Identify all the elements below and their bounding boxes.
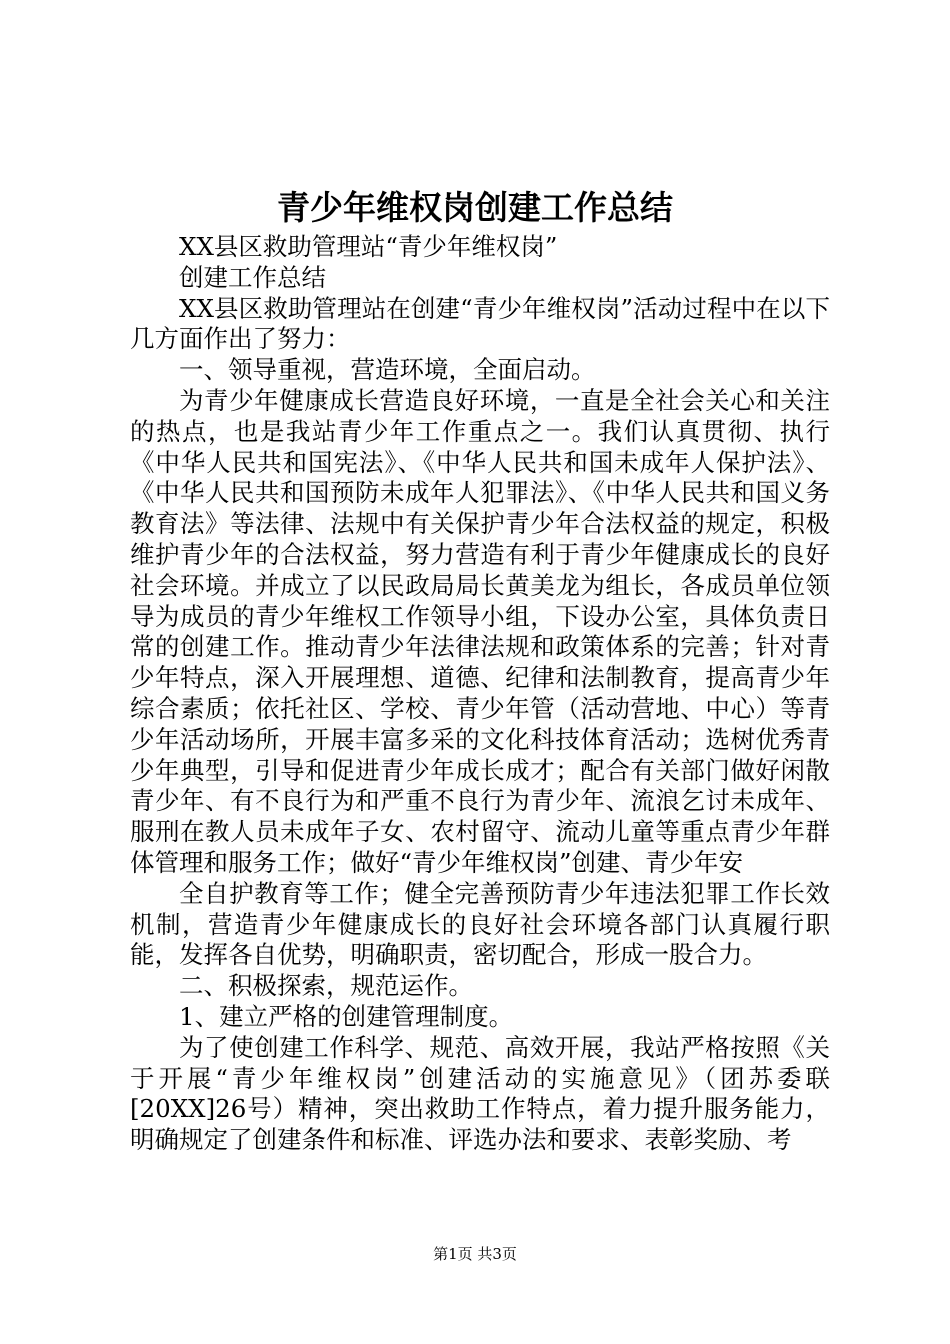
document-title: 青少年维权岗创建工作总结	[277, 188, 673, 227]
paragraph: 二、积极探索，规范运作。	[179, 971, 473, 1001]
paragraph: 全自护教育等工作；健全完善预防青少年违法犯罪工作长效机制，营造青少年健康成长的良好社会环境各部门认真履行职能，发挥各自优势，明确职责，密切配合，形成一股合力。	[130, 878, 830, 970]
paragraph: XX县区救助管理站在创建“青少年维权岗”活动过程中在以下几方面作出了努力：	[130, 293, 830, 354]
paragraph: 创建工作总结	[179, 262, 326, 292]
paragraph: 为了使创建工作科学、规范、高效开展，我站严格按照《关于开展“青少年维权岗”创建活动的实施意见》（团苏委联[20XX]26号）精神，突出救助工作特点，着力提升服务能力，明确规定了创建条件和标准、评选办法和要求、表彰奖励、考	[130, 1032, 830, 1155]
page-number-footer: 第1页 共3页	[433, 1245, 517, 1263]
document-body	[130, 232, 830, 1156]
paragraph: 一、领导重视，营造环境，全面启动。	[179, 355, 596, 385]
paragraph: 为青少年健康成长营造良好环境，一直是全社会关心和关注的热点，也是我站青少年工作重点之一。我们认真贯彻、执行《中华人民共和国宪法》、《中华人民共和国未成年人保护法》、《中华人民共和国预防未成年人犯罪法》、《中华人民共和国义务教育法》等法律、法规中有关保护青少年合法权益的规定，积极维护青少年的合法权益，努力营造有利于青少年健康成长的良好社会环境。并成立了以民政局局长黄美龙为组长，各成员单位领导为成员的青少年维权工作领导小组，下设办公室，具体负责日常的创建工作。推动青少年法律法规和政策体系的完善；针对青少年特点，深入开展理想、道德、纪律和法制教育，提高青少年综合素质；依托社区、学校、青少年管（活动营地、中心）等青少年活动场所，开展丰富多采的文化科技体育活动；选树优秀青少年典型，引导和促进青少年成长成才；配合有关部门做好闲散青少年、有不良行为和严重不良行为青少年、流浪乞讨未成年、服刑在教人员未成年子女、农村留守、流动儿童等重点青少年群体管理和服务工作；做好“青少年维权岗”创建、青少年安	[130, 385, 830, 877]
paragraph: XX县区救助管理站“青少年维权岗”	[179, 232, 558, 261]
paragraph: 1、建立严格的创建管理制度。	[179, 1001, 514, 1031]
